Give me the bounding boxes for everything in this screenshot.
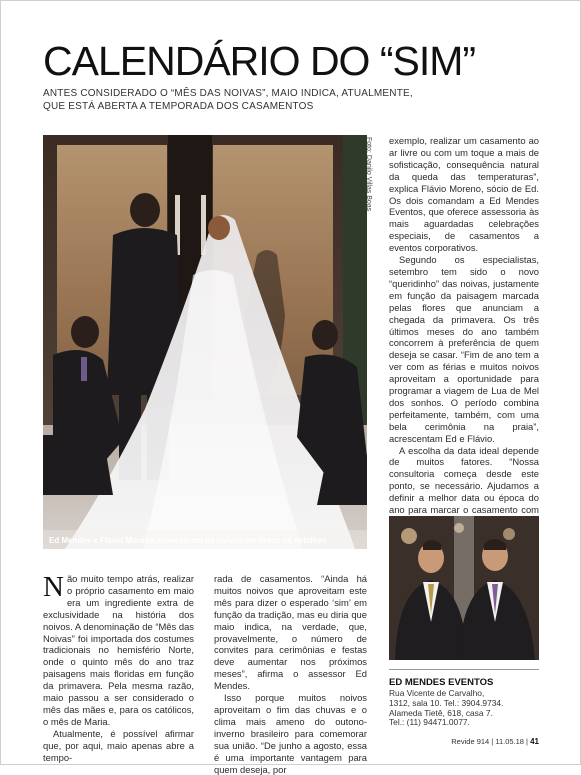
article-paragraph: Atualmente, é possível afirmar que, por aqui, maio apenas abre a tempo- bbox=[43, 727, 194, 763]
assessors-photo bbox=[389, 516, 539, 660]
wedding-photo bbox=[43, 135, 367, 549]
photo-credit bbox=[362, 137, 374, 217]
address-line: 1312, sala 10. Tel.: 3904.9734. bbox=[389, 697, 504, 708]
footer-text: Revide 914 | 11.05.18 | bbox=[451, 737, 528, 746]
company-address bbox=[389, 689, 539, 728]
assessors-photo-illustration bbox=[389, 516, 539, 660]
article-paragraph bbox=[43, 573, 194, 728]
paragraph-text: ão muito tempo atrás, realizar o próprio casamento em maio era um ingrediente extra de exclusividade na história dos noivos. A denominação de “Mês das Noivas” foi importada dos costumes tradicionais no hemisfério Norte, onde o quinto mês do ano traz paisagens mais floridas em função da primavera. Pela mesma razão, maio passou a ser considerado o mês das mães e, para os católicos, o mês de Maria. bbox=[43, 573, 194, 727]
page-footer bbox=[451, 737, 539, 746]
article-paragraph: A escolha da data ideal depende de muitos fatores. “Nossa consultoria começa desde este ponto, se necessário. Ajudamos a definir a melhor data ou época do ano para marcar o casamento com bbox=[389, 444, 539, 516]
photo-credit-text: Foto: Danilo Villas Boas bbox=[365, 137, 372, 212]
address-line: Tel.: (11) 94471.0077. bbox=[389, 717, 470, 728]
article-paragraph: Isso porque muitos noivos aproveitam o fim das chuvas e o clima mais ameno do outono-inverno brasileiro para comemorar sua união. “De junho a agosto, essa é uma importante vantagem para quem deseja, por bbox=[214, 692, 367, 775]
page-number: 41 bbox=[530, 737, 539, 746]
article-paragraph: exemplo, realizar um casamento ao ar livre ou com um toque a mais de sofisticação, consequência natural da queda das temperaturas”, explica Flávio Moreno, sócio de Ed. Os dois comandam a Ed Mendes Eventos, que oferece assessoria às mais aguardadas celebrações especiais, de casamentos a eventos corporativos. bbox=[389, 135, 539, 254]
drop-cap: N bbox=[43, 571, 64, 603]
page-title: CALENDÁRIO DO “SIM” bbox=[43, 38, 476, 84]
wedding-photo-illustration bbox=[43, 135, 367, 549]
article-paragraph: Segundo os especialistas, setembro tem sido o novo “queridinho” das noivas, justamente em função da paisagem marcada pelas flores que anunciam a chegada da primavera. Os três últimos meses do ano também concorrem à preferência de quem deseja se casar. “Fim de ano tem a ver com as férias e muitos noivos aproveitam a oportunidade para programar a viagem de Lua de Mel dos sonhos. O período combina perfeitamente, também, com uma bela cerimônia na praia”, acrescentam Ed e Flávio. bbox=[389, 254, 539, 444]
divider bbox=[389, 669, 539, 670]
address-line: Rua Vicente de Carvalho, bbox=[389, 688, 485, 698]
article-column-2 bbox=[214, 573, 367, 775]
article-paragraph: rada de casamentos. “Ainda há muitos noivos que aproveitam este mês para dizer o esperado ‘sim’ em função da tradição, mas eu diria que maio indica, na verdade, que, provavelmente, o número de convites para cerimônias e festas deve aumentar nos próximos meses”, afirma o assessor Ed Mendes. bbox=[214, 573, 367, 692]
page-subtitle: ANTES CONSIDERADO O “MÊS DAS NOIVAS”, MAIO INDICA, ATUALMENTE, QUE ESTÁ ABERTA A TEMPORADA DOS CASAMENTOS bbox=[43, 88, 413, 112]
address-line: Alameda Tietê, 618, casa 7. bbox=[389, 707, 493, 718]
photo-caption: Ed Mendes e Flávio Moreno assessoram os noivos em todos os detalhes bbox=[49, 536, 327, 545]
article-column-1 bbox=[43, 573, 194, 764]
company-name: ED MENDES EVENTOS bbox=[389, 677, 494, 688]
